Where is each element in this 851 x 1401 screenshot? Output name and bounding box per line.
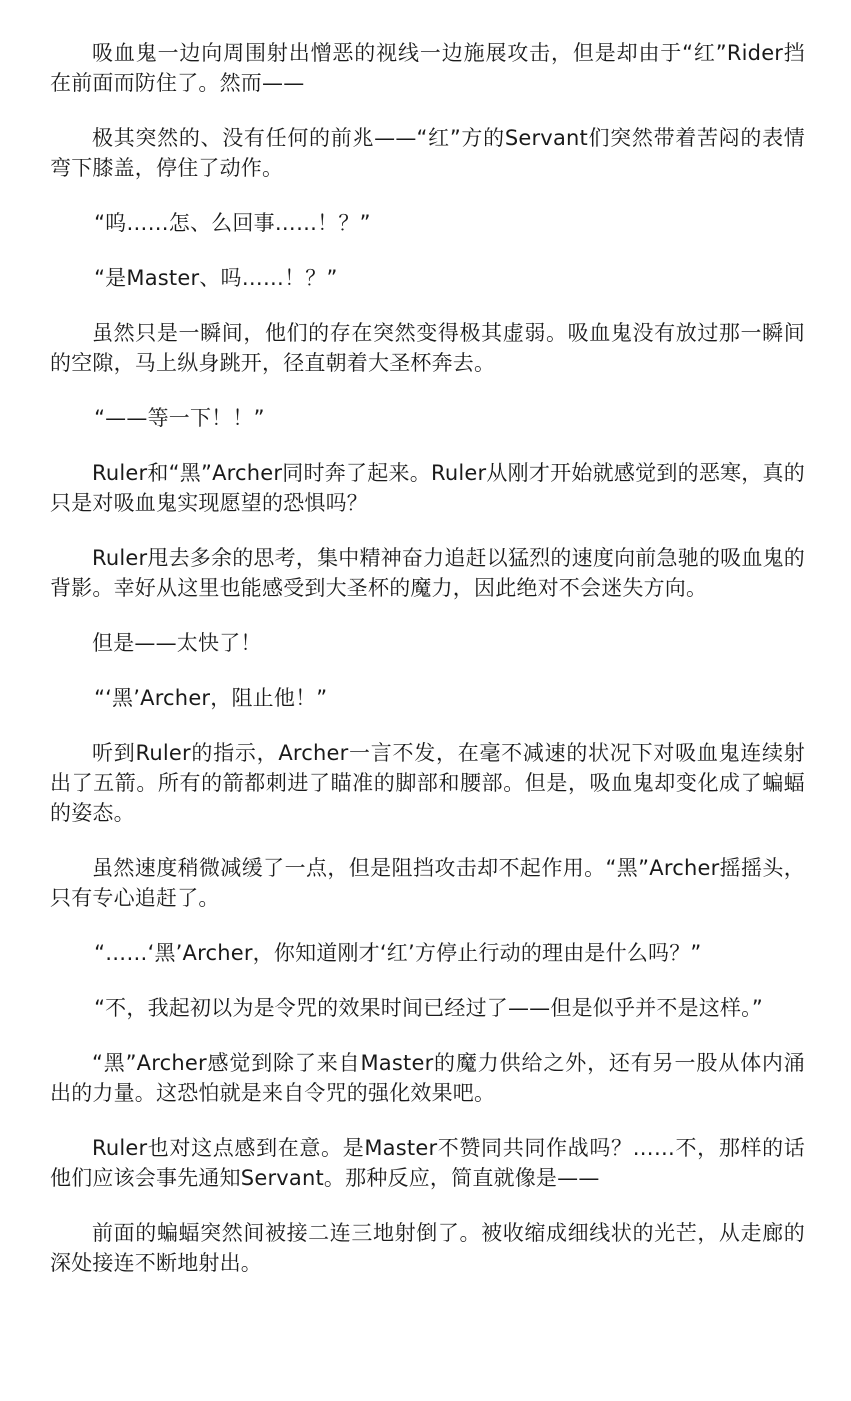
paragraph: Ruler和“黑”Archer同时奔了起来。Ruler从刚才开始就感觉到的恶寒，真的只是对吸血鬼实现愿望的恐惧吗？	[50, 461, 805, 515]
paragraph: 极其突然的、没有任何的前兆——“红”方的Servant们突然带着苦闷的表情弯下膝盖，停住了动作。	[50, 126, 805, 180]
paragraph: 前面的蝙蝠突然间被接二连三地射倒了。被收缩成细线状的光芒，从走廊的深处接连不断地射出。	[50, 1221, 805, 1275]
dialogue-line: “是Master、吗……！？”	[94, 266, 338, 290]
paragraph: 虽然速度稍微减缓了一点，但是阻挡攻击却不起作用。“黑”Archer摇摇头，只有专心追赶了。	[50, 856, 805, 910]
paragraph: 但是——太快了！	[92, 631, 262, 655]
paragraph: “黑”Archer感觉到除了来自Master的魔力供给之外，还有另一股从体内涌出的力量。这恐怕就是来自令咒的强化效果吧。	[50, 1051, 805, 1105]
dialogue-line: “……‘黑’Archer，你知道刚才‘红’方停止行动的理由是什么吗？”	[94, 941, 702, 965]
dialogue-line: “呜……怎、么回事……！？”	[94, 211, 371, 235]
paragraph: 吸血鬼一边向周围射出憎恶的视线一边施展攻击，但是却由于“红”Rider挡在前面而防住了。然而——	[50, 41, 805, 95]
paragraph: Ruler甩去多余的思考，集中精神奋力追赶以猛烈的速度向前急驰的吸血鬼的背影。幸好从这里也能感受到大圣杯的魔力，因此绝对不会迷失方向。	[50, 546, 805, 600]
paragraph: 听到Ruler的指示，Archer一言不发，在毫不减速的状况下对吸血鬼连续射出了五箭。所有的箭都刺进了瞄准的脚部和腰部。但是，吸血鬼却变化成了蝙蝠的姿态。	[50, 741, 805, 825]
dialogue-line: “‘黑’Archer，阻止他！”	[94, 686, 328, 710]
dialogue-line: “——等一下！！”	[94, 406, 265, 430]
paragraph: 虽然只是一瞬间，他们的存在突然变得极其虚弱。吸血鬼没有放过那一瞬间的空隙，马上纵身跳开，径直朝着大圣杯奔去。	[50, 321, 805, 375]
dialogue-line: “不，我起初以为是令咒的效果时间已经过了——但是似乎并不是这样。”	[94, 996, 763, 1020]
paragraph: Ruler也对这点感到在意。是Master不赞同共同作战吗？……不，那样的话他们应该会事先通知Servant。那种反应，简直就像是——	[50, 1136, 805, 1190]
